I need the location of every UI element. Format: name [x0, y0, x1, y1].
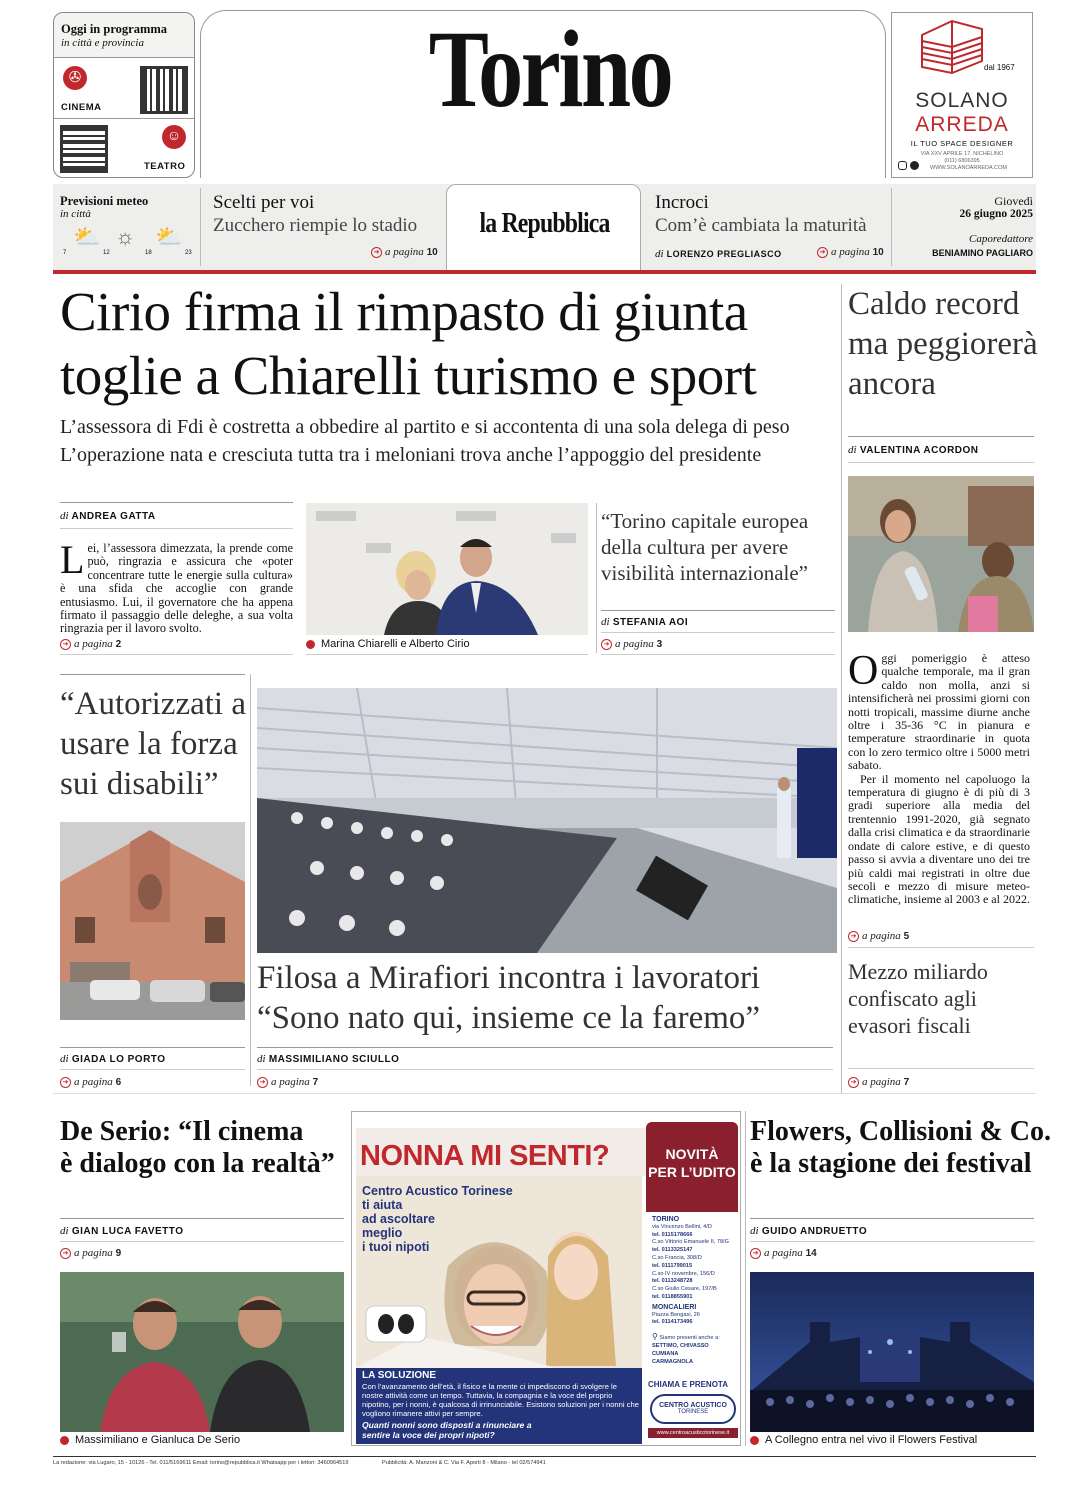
- cloud-sun-icon: ⛅: [73, 224, 101, 249]
- ad-tagline: IL TUO SPACE DESIGNER: [910, 139, 1014, 148]
- incroci-title: Com’è cambiata la maturità: [655, 215, 867, 236]
- lead-photo-caption: Marina Chiarelli e Alberto Cirio: [306, 638, 470, 650]
- programma-subtitle: in città e provincia: [61, 37, 144, 49]
- rule: [601, 610, 835, 611]
- capitale-page-ref[interactable]: ➔ a pagina 3: [601, 638, 662, 650]
- deserio-byline: di GIAN LUCA FAVETTO: [60, 1225, 184, 1237]
- column-rule: [596, 503, 597, 653]
- footer-rule: [53, 1456, 1036, 1457]
- arrow-right-icon: ➔: [60, 1248, 71, 1259]
- rule: [257, 1047, 833, 1048]
- ad-solution-title: LA SOLUZIONE: [362, 1370, 437, 1381]
- ad-town: CARMAGNOLA: [652, 1358, 694, 1365]
- ad-badge: [646, 1122, 738, 1212]
- rule: [60, 1069, 245, 1070]
- lead-body: Lei, l’assessora dimezzata, la prende come può, ringrazia e assicura che «poter concentrare tutte le energie sulla cultura» è una sfida che accoglie con grande entusiasmo. Lui, il governatore che ha appena firmato il passaggio delle deleghe, a sua volta ringrazia per il lavoro svolto.: [60, 537, 293, 636]
- ad-call-to-action[interactable]: CHIAMA E PRENOTA: [648, 1380, 728, 1389]
- ad-sub-line: ad ascoltare: [362, 1212, 435, 1226]
- caldo-body: Oggi pomeriggio è atteso qualche temporale, ma il gran caldo non molla, anzi si intensificherà nei prossimi giorni con notti tropicali, massime diurne anche oltre i 35-36 °C in pianura e temperature straordinarie in quota con lo zero termico oltre i 5000 metri sabato. Per il momento nel capoluogo la temperatura di giugno è di più di 3 gradi superiore alla media del trentennio 1991-2020, già segnato dalla crisi climatica e da straordinarie ondate di calore estive, e di questo passo si avvia a diventare uno dei tre più caldi mai registrati in oltre due secoli e mezzo di misure meteo-climatiche, insieme al 2003 e al 2022.: [848, 648, 1030, 907]
- ad-address-line: tel. 0113325147: [652, 1247, 693, 1254]
- lead-deck-line1: L’assessora di Fdi è costretta a obbedire al partito e si accontenta di una sola delega di peso: [60, 416, 790, 438]
- ad-phone: (011) 6806395: [944, 158, 980, 164]
- arrow-right-icon: ➔: [60, 639, 71, 650]
- rule: [601, 654, 835, 655]
- lead-deck-line2: L’operazione nata e cresciuta tutta tra i meloniani trova anche l’appoggio del presidente: [60, 444, 762, 466]
- cinema-label: CINEMA: [61, 102, 102, 113]
- rule: [60, 654, 293, 655]
- ad-logo: [650, 1394, 736, 1424]
- capo-label: Caporedattore: [969, 233, 1033, 245]
- ad-address-line: C.so Giulio Cesare, 197/B: [652, 1286, 717, 1293]
- disabili-byline: di GIADA LO PORTO: [60, 1053, 166, 1065]
- footer-redazione: La redazione: via Lugaro, 15 - 10126 - Tel. 011/5169611 Email: torino@repubblica.it Whatsapp per i lettori: 3460964519: [53, 1460, 349, 1466]
- ad-address-line: tel. 0114173496: [652, 1319, 693, 1326]
- rule: [60, 1241, 344, 1242]
- building-photo: [60, 822, 245, 1020]
- badge-line2: PER L’UDITO: [648, 1164, 736, 1180]
- ad-address-line: C.so IV novembre, 156/D: [652, 1270, 715, 1277]
- ad-address-line: C.so Vittorio Emanuele II, 78/G: [652, 1239, 730, 1246]
- strip-red-rule: [53, 270, 1036, 274]
- evasori-page-ref[interactable]: ➔ a pagina 7: [848, 1076, 909, 1088]
- flowers-festival-photo: [750, 1272, 1034, 1432]
- capitale-byline: di STEFANIA AOI: [601, 616, 689, 628]
- ad-sub-line: meglio: [362, 1226, 403, 1240]
- arrow-right-icon: ➔: [848, 1077, 859, 1088]
- temp-value: 18: [145, 250, 152, 256]
- udito-ad[interactable]: [351, 1111, 741, 1446]
- masthead-title: Torino: [428, 8, 672, 130]
- ad-sub-line: ti aiuta: [362, 1198, 403, 1212]
- deserio-caption: Massimiliano e Gianluca De Serio: [60, 1434, 240, 1446]
- film-reel-icon: ✇: [63, 66, 87, 90]
- programma-box: [53, 12, 195, 178]
- temp-value: 7: [63, 250, 67, 256]
- flowers-headline-line2[interactable]: è la stagione dei festival: [750, 1148, 1032, 1179]
- theater-mask-icon: ☺: [162, 125, 186, 149]
- date-box: [893, 184, 1033, 270]
- ad-town: SETTIMO, CHIVASSO: [652, 1342, 709, 1349]
- instagram-icon[interactable]: [898, 161, 907, 170]
- incroci-page-ref[interactable]: ➔ a pagina 10: [817, 246, 884, 258]
- caldo-byline: di VALENTINA ACORDON: [848, 444, 979, 456]
- facebook-icon[interactable]: [910, 161, 919, 170]
- ad-address-line: tel. 0115178666: [652, 1231, 693, 1238]
- scelti-per-voi[interactable]: [206, 184, 444, 270]
- flowers-byline: di GUIDO ANDRUETTO: [750, 1225, 868, 1237]
- ad-sub-line: i tuoi nipoti: [362, 1240, 430, 1254]
- ad-city: MONCALIERI: [652, 1303, 697, 1311]
- temp-value: 12: [103, 250, 110, 256]
- arrow-right-icon: ➔: [371, 247, 382, 258]
- repubblica-tab[interactable]: [446, 184, 641, 270]
- ad-address-line: via Vincenzo Bellini, 4/D: [652, 1223, 712, 1230]
- arrow-right-icon: ➔: [257, 1077, 268, 1088]
- incroci-byline: di LORENZO PREGLIASCO: [655, 248, 782, 260]
- rule: [750, 1218, 1034, 1219]
- cloud-sun-icon: ⛅: [155, 224, 183, 249]
- ad-brand-line1: SOLANO: [915, 89, 1009, 112]
- rule: [848, 1068, 1034, 1069]
- ad-sub: [362, 1184, 513, 1254]
- rule: [60, 502, 293, 503]
- rule: [306, 654, 588, 655]
- filosa-page-ref[interactable]: ➔ a pagina 7: [257, 1076, 318, 1088]
- column-rule: [250, 674, 251, 1086]
- arrow-right-icon: ➔: [60, 1077, 71, 1088]
- strip-divider: [200, 188, 201, 266]
- rule: [60, 674, 245, 675]
- teatro-card[interactable]: [54, 119, 194, 177]
- rule: [60, 528, 293, 529]
- ad-solution-text: Con l’avanzamento dell’età, il fisico e la mente ci impediscono di svolgere le nostre attività come un tempo. Tuttavia, la compagnia e la voce del proprio nipotino, per i nonni, è qualcosa di irrinunciabile. Esistono soluzioni per i nonni che vogliono rimanere attivi per sempre.: [362, 1382, 639, 1418]
- repubblica-logo: la Repubblica: [479, 207, 610, 239]
- ad-question: Quanti nonni sono disposti a rinunciare a sentire la voce dei propri nipoti?: [362, 1420, 532, 1440]
- building-logo-icon: [912, 17, 992, 77]
- lead-headline-line2[interactable]: toglie a Chiarelli turismo e sport: [60, 345, 757, 406]
- incroci-kicker: Incroci: [655, 192, 709, 213]
- ad-logo-line2: TORINESE: [677, 1409, 709, 1415]
- arrow-right-icon: ➔: [601, 639, 612, 650]
- strip-divider: [891, 188, 892, 266]
- flowers-headline-line1[interactable]: Flowers, Collisioni & Co.: [750, 1116, 1051, 1147]
- rule: [601, 632, 835, 633]
- cinema-card[interactable]: [54, 57, 194, 119]
- ad-address: VIA XXV APRILE 17, NICHELINO: [920, 151, 1004, 157]
- rule: [60, 1218, 344, 1219]
- filosa-byline: di MASSIMILIANO SCIULLO: [257, 1053, 400, 1065]
- evasori-headline[interactable]: Mezzo miliardo confiscato agli evasori fiscali: [848, 959, 988, 1038]
- section-rule: [53, 1093, 1036, 1094]
- dropcap: L: [60, 537, 85, 582]
- chiarelli-cirio-photo: [306, 503, 588, 635]
- meteo-box[interactable]: [53, 184, 195, 270]
- meteo-subtitle: in città: [60, 208, 91, 220]
- scelti-page-ref[interactable]: ➔ a pagina 10: [371, 246, 438, 258]
- lead-byline: di ANDREA GATTA: [60, 510, 156, 522]
- ad-logo-line1: CENTRO ACUSTICO: [659, 1402, 727, 1409]
- ad-presenti: ⚲ Siamo presenti anche a:: [652, 1332, 720, 1342]
- ad-address-line: C.so Francia, 308/D: [652, 1254, 702, 1261]
- date-day: Giovedì: [994, 194, 1033, 208]
- qr-code-icon[interactable]: [140, 66, 188, 114]
- scelti-title: Zucchero riempie lo stadio: [213, 215, 418, 236]
- sun-icon: ☼: [115, 224, 136, 249]
- arrow-right-icon: ➔: [848, 931, 859, 942]
- camera-icon: [750, 1436, 759, 1445]
- filosa-headline-line2[interactable]: “Sono nato qui, insieme ce la faremo”: [257, 1000, 761, 1036]
- camera-icon: [60, 1436, 69, 1445]
- ad-since: dal 1967: [984, 63, 1015, 72]
- deserio-headline-line1[interactable]: De Serio: “Il cinema: [60, 1116, 304, 1147]
- ad-address-line: tel. 0118855901: [652, 1293, 693, 1300]
- solano-arreda-ad[interactable]: [891, 12, 1033, 178]
- badge-line1: NOVITÀ: [665, 1146, 719, 1162]
- capitale-quote[interactable]: “Torino capitale europea della cultura per avere visibilità internazionale”: [601, 509, 809, 585]
- arrow-right-icon: ➔: [750, 1248, 761, 1259]
- ad-address-line: tel. 0113248728: [652, 1278, 693, 1285]
- ad-address-line: Piazza Bengasi, 26: [652, 1311, 700, 1318]
- rule: [750, 1241, 1034, 1242]
- de-serio-photo: [60, 1272, 344, 1432]
- rule: [257, 1069, 833, 1070]
- ad-addresses: [652, 1216, 740, 1366]
- ad-web[interactable]: www.centroacusticotorinese.it: [648, 1428, 738, 1438]
- ad-sub-line: Centro Acustico Torinese: [362, 1184, 513, 1198]
- flowers-page-ref[interactable]: ➔ a pagina 14: [750, 1247, 817, 1259]
- camera-icon: [306, 640, 315, 649]
- ad-address-line: tel. 0111799015: [652, 1262, 693, 1269]
- column-rule: [745, 1111, 746, 1446]
- ad-brand-line2: ARREDA: [915, 113, 1009, 136]
- caldo-headline[interactable]: Caldo record ma peggiorerà ancora: [848, 286, 1038, 402]
- flowers-caption: A Collegno entra nel vivo il Flowers Festival: [750, 1434, 977, 1446]
- ad-web: WWW.SOLANOARREDA.COM: [930, 165, 1008, 171]
- lead-page-ref[interactable]: ➔ a pagina 2: [60, 638, 121, 650]
- rule: [848, 462, 1034, 463]
- footer-pubblicita: Pubblicità: A. Manzoni & C. Via F. Aporti 8 - Milano - tel 02/574941: [382, 1460, 546, 1466]
- ad-title: NONNA MI SENTI?: [360, 1140, 610, 1172]
- dropcap: O: [848, 648, 879, 694]
- deserio-headline-line2[interactable]: è dialogo con la realtà”: [60, 1148, 335, 1179]
- meteo-title: Previsioni meteo: [60, 194, 149, 208]
- rule: [60, 1047, 245, 1048]
- ad-town: CUMIANA: [652, 1350, 679, 1357]
- deserio-page-ref[interactable]: ➔ a pagina 9: [60, 1247, 121, 1259]
- ad-city: TORINO: [652, 1216, 680, 1223]
- programma-title: Oggi in programma: [61, 22, 168, 36]
- rule: [848, 947, 1034, 948]
- ad-solution-band: [356, 1368, 642, 1444]
- capo-name: BENIAMINO PAGLIARO: [932, 248, 1033, 258]
- heat-photo: [848, 476, 1034, 632]
- teatro-label: TEATRO: [144, 161, 186, 172]
- qr-code-icon[interactable]: [60, 125, 108, 173]
- incroci[interactable]: [645, 184, 889, 270]
- column-rule: [841, 284, 842, 1094]
- disabili-page-ref[interactable]: ➔ a pagina 6: [60, 1076, 121, 1088]
- mirafiori-photo: [257, 688, 837, 953]
- disabili-headline[interactable]: “Autorizzati a usare la forza sui disabili”: [60, 686, 246, 802]
- scelti-kicker: Scelti per voi: [213, 192, 315, 213]
- location-pin-icon: ⚲: [652, 1332, 658, 1342]
- lead-headline-line1[interactable]: Cirio firma il rimpasto di giunta: [60, 281, 748, 342]
- temp-value: 23: [185, 250, 192, 256]
- date-full: 26 giugno 2025: [959, 208, 1033, 220]
- caldo-page-ref[interactable]: ➔ a pagina 5: [848, 930, 909, 942]
- arrow-right-icon: ➔: [817, 247, 828, 258]
- rule: [848, 436, 1034, 437]
- filosa-headline-line1[interactable]: Filosa a Mirafiori incontra i lavoratori: [257, 960, 761, 996]
